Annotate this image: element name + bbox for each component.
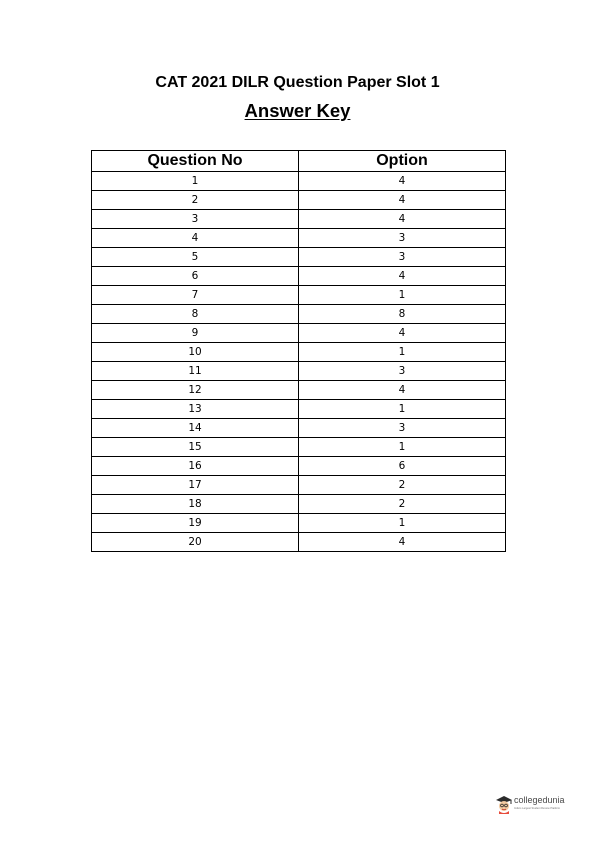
question-number-cell: 20: [92, 533, 299, 552]
table-header-row: [92, 151, 506, 172]
table-row: [92, 191, 506, 210]
option-cell: 4: [299, 267, 506, 286]
option-cell: 4: [299, 324, 506, 343]
table-row: [92, 267, 506, 286]
question-number-cell: 6: [92, 267, 299, 286]
question-number-cell: 14: [92, 419, 299, 438]
option-cell: 2: [299, 476, 506, 495]
logo-tagline: India's Largest Student Review Platform: [514, 807, 561, 810]
option-cell: 1: [299, 343, 506, 362]
question-number-cell: 1: [92, 172, 299, 191]
question-number-cell: 4: [92, 229, 299, 248]
table-row: [92, 438, 506, 457]
question-number-cell: 15: [92, 438, 299, 457]
table-row: [92, 343, 506, 362]
question-number-cell: 8: [92, 305, 299, 324]
question-number-cell: 11: [92, 362, 299, 381]
question-number-cell: 19: [92, 514, 299, 533]
table-row: [92, 210, 506, 229]
answer-key-table: [91, 150, 506, 552]
table-row: [92, 362, 506, 381]
question-number-cell: 12: [92, 381, 299, 400]
table-row: [92, 229, 506, 248]
question-number-cell: 9: [92, 324, 299, 343]
document-subtitle: [0, 100, 595, 122]
option-cell: 2: [299, 495, 506, 514]
option-cell: 3: [299, 248, 506, 267]
logo-wordmark: collegedunia: [514, 795, 565, 805]
option-cell: 1: [299, 438, 506, 457]
answer-key-body: [92, 172, 506, 552]
option-cell: 1: [299, 286, 506, 305]
table-row: [92, 286, 506, 305]
table-row: [92, 419, 506, 438]
document-title: CAT 2021 DILR Question Paper Slot 1: [155, 74, 440, 91]
graduate-mascot-icon: [494, 794, 514, 814]
table-row: [92, 495, 506, 514]
option-cell: 4: [299, 381, 506, 400]
table-row: [92, 305, 506, 324]
table-row: [92, 457, 506, 476]
table-row: [92, 381, 506, 400]
table-row: [92, 324, 506, 343]
question-number-cell: 10: [92, 343, 299, 362]
question-number-cell: 7: [92, 286, 299, 305]
option-cell: 4: [299, 533, 506, 552]
question-number-cell: 3: [92, 210, 299, 229]
option-cell: 4: [299, 172, 506, 191]
option-cell: 1: [299, 514, 506, 533]
question-number-cell: 13: [92, 400, 299, 419]
option-cell: 6: [299, 457, 506, 476]
option-cell: 8: [299, 305, 506, 324]
option-cell: 1: [299, 400, 506, 419]
question-number-cell: 16: [92, 457, 299, 476]
table-row: [92, 172, 506, 191]
option-cell: 3: [299, 362, 506, 381]
question-number-cell: 2: [92, 191, 299, 210]
option-cell: 3: [299, 229, 506, 248]
collegedunia-logo: [494, 793, 574, 817]
column-header-question-no: Question No: [92, 151, 299, 172]
question-number-cell: 5: [92, 248, 299, 267]
option-cell: 4: [299, 210, 506, 229]
table-row: [92, 248, 506, 267]
table-row: [92, 514, 506, 533]
question-number-cell: 17: [92, 476, 299, 495]
question-number-cell: 18: [92, 495, 299, 514]
option-cell: 3: [299, 419, 506, 438]
option-cell: 4: [299, 191, 506, 210]
table-row: [92, 533, 506, 552]
table-row: [92, 400, 506, 419]
table-row: [92, 476, 506, 495]
answer-key-heading: Answer Key: [244, 100, 351, 121]
column-header-option: Option: [299, 151, 506, 172]
